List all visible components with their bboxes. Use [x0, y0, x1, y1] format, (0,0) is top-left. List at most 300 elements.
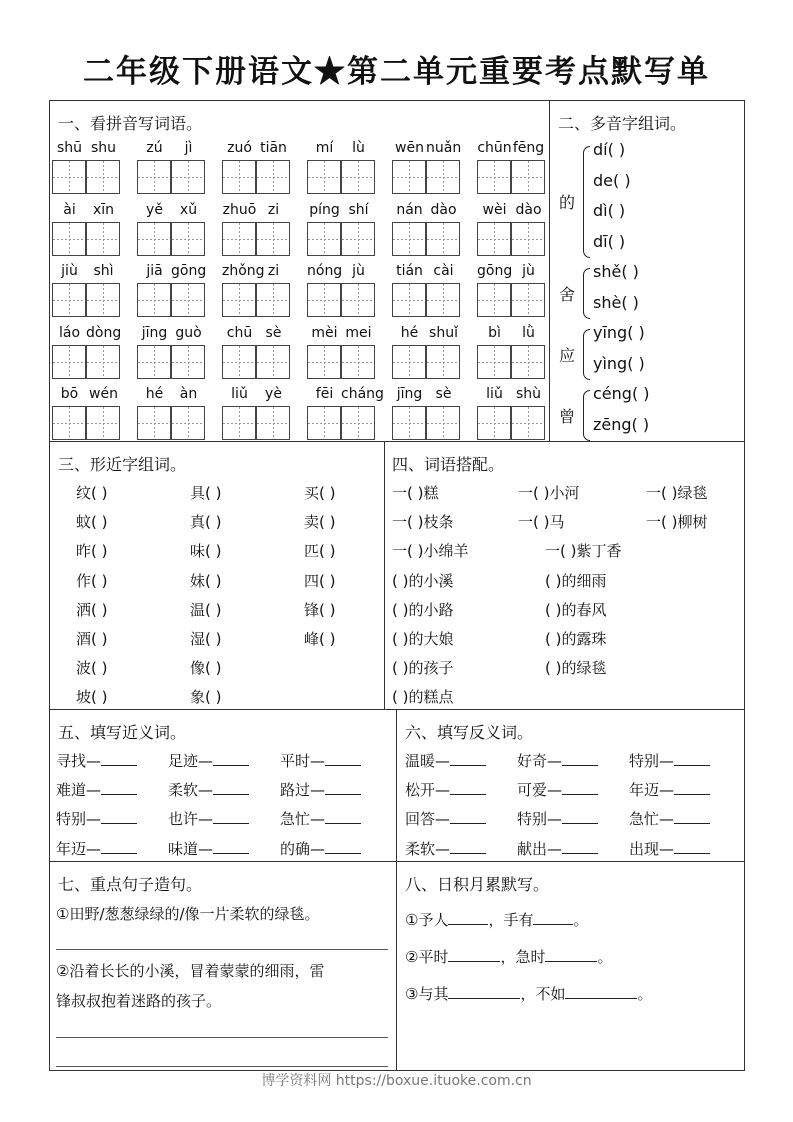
pinyin-word	[222, 386, 292, 448]
recite-line-2: ②平时 ，急时 。	[405, 948, 613, 966]
character-box[interactable]	[511, 283, 545, 317]
synonym-item	[168, 838, 249, 859]
synonym-item	[280, 750, 361, 771]
pinyin-row	[52, 263, 548, 325]
polyphone-char: 应	[559, 345, 576, 365]
word-label: 味道—	[168, 839, 214, 858]
pinyin-word	[222, 325, 292, 387]
synonym-item	[56, 750, 137, 771]
similar-char-item[interactable]: 像( )	[190, 659, 222, 678]
pinyin-syllable: nuǎn	[426, 140, 462, 156]
answer-blank[interactable]	[450, 839, 486, 854]
pinyin-row	[52, 140, 548, 202]
word-label: 难道—	[56, 781, 102, 800]
character-box[interactable]	[171, 160, 205, 194]
synonym-item	[280, 779, 361, 800]
pinyin-syllable: mei	[345, 324, 372, 341]
brace-icon	[583, 329, 590, 380]
footer-watermark: 博学资料网 https://boxue.ituoke.com.cn	[261, 1073, 532, 1089]
similar-char-item[interactable]: 锋( )	[304, 600, 336, 619]
character-box[interactable]	[307, 406, 341, 440]
character-box[interactable]	[392, 222, 426, 256]
similar-char-item[interactable]: 峰( )	[304, 630, 336, 648]
answer-blank[interactable]	[448, 910, 488, 925]
similar-char-item[interactable]: 纹( )	[76, 484, 108, 502]
answer-blank[interactable]	[450, 751, 486, 766]
divider	[384, 441, 385, 709]
character-box[interactable]	[137, 160, 171, 194]
brace-icon	[583, 268, 590, 319]
character-box[interactable]	[256, 160, 290, 194]
pinyin-syllable: tiān	[260, 140, 287, 156]
pinyin-syllable: jù	[522, 263, 535, 279]
answer-blank[interactable]	[448, 947, 500, 962]
word-label: 特别—	[629, 752, 675, 770]
answer-blank[interactable]	[533, 910, 573, 925]
pinyin-word	[52, 202, 122, 264]
writing-line[interactable]	[56, 949, 388, 950]
pinyin-word	[307, 386, 384, 448]
polyphone-item[interactable]: shě( )	[593, 262, 639, 281]
pinyin-syllable: shuǐ	[429, 324, 458, 341]
character-box[interactable]	[86, 283, 120, 317]
pinyin-word	[222, 202, 292, 264]
polyphone-item[interactable]: dí( )	[593, 140, 626, 159]
sentence-2a: ②沿着长长的小溪，冒着蒙蒙的细雨，雷	[56, 962, 325, 980]
writing-line[interactable]	[56, 1066, 388, 1067]
character-box[interactable]	[307, 222, 341, 256]
pinyin-syllable: zhuō	[222, 201, 257, 218]
similar-char-item[interactable]: 卖( )	[304, 513, 336, 532]
matching-item[interactable]: ( )的绿毯	[545, 659, 607, 678]
character-box[interactable]	[256, 283, 290, 317]
character-box[interactable]	[307, 283, 341, 317]
character-box[interactable]	[222, 160, 256, 194]
answer-blank[interactable]	[325, 839, 361, 854]
character-box[interactable]	[307, 345, 341, 379]
pinyin-syllable: shí	[348, 201, 369, 218]
character-box[interactable]	[392, 406, 426, 440]
similar-char-item[interactable]: 四( )	[304, 571, 336, 590]
character-box[interactable]	[171, 406, 205, 440]
pinyin-row	[52, 202, 548, 264]
similar-char-item[interactable]: 波( )	[76, 659, 108, 678]
polyphone-char: 舍	[559, 284, 576, 304]
similar-char-item[interactable]: 洒( )	[76, 600, 108, 619]
pinyin-syllable: yě	[146, 201, 163, 218]
pinyin-word	[222, 140, 292, 202]
pinyin-word	[477, 140, 547, 202]
pinyin-word	[392, 386, 462, 448]
matching-item[interactable]: 一( )枝条	[392, 513, 454, 532]
character-box[interactable]	[341, 345, 375, 379]
pinyin-syllable: àn	[179, 386, 198, 402]
answer-blank[interactable]	[450, 809, 486, 824]
pinyin-syllable: tián	[396, 263, 423, 279]
sentence-1: ①田野/葱葱绿绿的/像一片柔软的绿毯。	[56, 905, 320, 923]
pinyin-word	[137, 325, 207, 387]
answer-blank[interactable]	[562, 809, 598, 824]
pinyin-syllable: dào	[515, 201, 542, 218]
pinyin-word	[307, 325, 377, 387]
pinyin-syllable: zú	[146, 140, 163, 156]
pinyin-syllable: guò	[175, 324, 202, 341]
character-box[interactable]	[477, 345, 511, 379]
character-box[interactable]	[137, 283, 171, 317]
pinyin-syllable: liǔ	[231, 386, 248, 402]
character-box[interactable]	[86, 222, 120, 256]
pinyin-syllable: shū	[56, 140, 83, 156]
similar-char-item[interactable]: 温( )	[190, 600, 222, 619]
similar-char-item[interactable]: 妹( )	[190, 571, 222, 590]
word-label: 寻找—	[56, 752, 102, 770]
pinyin-syllable: jiā	[146, 263, 163, 279]
word-label: 温暖—	[405, 752, 451, 770]
word-label: 急忙—	[280, 810, 326, 829]
recite-line-3: ③与其 ，不如 。	[405, 985, 653, 1003]
character-box[interactable]	[341, 160, 375, 194]
character-box[interactable]	[52, 222, 86, 256]
polyphone-item[interactable]: yīng( )	[593, 323, 645, 342]
pinyin-word	[137, 263, 207, 325]
pinyin-syllable: mí	[315, 140, 334, 156]
pinyin-syllable: lǜ	[522, 324, 535, 341]
pinyin-syllable: chūn	[477, 140, 512, 156]
pinyin-word	[222, 263, 292, 325]
character-box[interactable]	[477, 222, 511, 256]
character-box[interactable]	[256, 406, 290, 440]
similar-char-item[interactable]: 作( )	[76, 571, 108, 590]
matching-item[interactable]: 一( )糕	[392, 484, 439, 502]
word-label: 献出—	[517, 839, 563, 858]
character-box[interactable]	[222, 222, 256, 256]
pinyin-syllable: láo	[58, 324, 81, 341]
character-box[interactable]	[426, 406, 460, 440]
divider	[49, 861, 745, 862]
pinyin-syllable: cài	[433, 263, 454, 279]
synonym-item	[280, 838, 361, 859]
pinyin-syllable: hé	[400, 324, 419, 341]
synonym-item	[56, 779, 137, 800]
synonym-item	[168, 779, 249, 800]
answer-blank[interactable]	[101, 751, 137, 766]
pinyin-word	[137, 140, 207, 202]
polyphone-item[interactable]: de( )	[593, 170, 631, 190]
brace-icon	[583, 146, 590, 258]
pinyin-syllable: píng	[309, 201, 340, 218]
section-title: 四、词语搭配。	[392, 455, 505, 474]
answer-blank[interactable]	[674, 780, 710, 795]
section-title: 七、重点句子造句。	[58, 875, 203, 894]
antonym-item	[629, 779, 710, 800]
antonym-item	[517, 750, 598, 771]
character-box[interactable]	[392, 345, 426, 379]
character-box[interactable]	[222, 283, 256, 317]
character-box[interactable]	[341, 222, 375, 256]
character-box[interactable]	[52, 406, 86, 440]
character-box[interactable]	[511, 222, 545, 256]
pinyin-syllable: bì	[488, 324, 501, 341]
character-box[interactable]	[511, 345, 545, 379]
character-box[interactable]	[171, 283, 205, 317]
pinyin-syllable: jīng	[141, 324, 168, 341]
pinyin-word	[52, 263, 122, 325]
divider	[396, 709, 397, 1071]
character-box[interactable]	[426, 345, 460, 379]
pinyin-word	[52, 386, 122, 448]
answer-blank[interactable]	[448, 984, 520, 999]
pinyin-syllable: shì	[93, 263, 114, 279]
pinyin-word	[137, 202, 207, 264]
character-box[interactable]	[222, 345, 256, 379]
pinyin-word	[392, 263, 462, 325]
character-box[interactable]	[307, 160, 341, 194]
pinyin-word	[477, 386, 547, 448]
pinyin-syllable: zi	[267, 201, 280, 218]
pinyin-syllable: chū	[226, 324, 253, 341]
character-box[interactable]	[171, 222, 205, 256]
pinyin-word	[137, 386, 207, 448]
character-box[interactable]	[426, 160, 460, 194]
word-label: 年迈—	[629, 781, 675, 800]
pinyin-syllable: shù	[515, 386, 542, 402]
pinyin-word	[307, 140, 377, 202]
word-label: 柔软—	[168, 781, 214, 800]
antonym-item	[405, 750, 486, 771]
synonym-item	[56, 808, 137, 829]
section-title: 三、形近字组词。	[58, 455, 187, 474]
character-box[interactable]	[256, 345, 290, 379]
answer-blank[interactable]	[562, 839, 598, 854]
matching-item[interactable]: ( )的细雨	[545, 571, 607, 590]
similar-char-item[interactable]: 蚊( )	[76, 513, 108, 532]
polyphone-char: 曾	[559, 406, 576, 426]
answer-blank[interactable]	[213, 780, 249, 795]
character-box[interactable]	[477, 406, 511, 440]
polyphone-item[interactable]: shè( )	[593, 292, 639, 312]
answer-blank[interactable]	[101, 839, 137, 854]
word-label: 也许—	[168, 810, 214, 829]
sentence-2b: 锋叔叔抱着迷路的孩子。	[56, 992, 222, 1010]
section-title: 六、填写反义词。	[405, 723, 534, 742]
pinyin-syllable: zhǒng	[222, 263, 265, 279]
page-title: 二年级下册语文★第二单元重要考点默写单	[83, 54, 710, 90]
answer-blank[interactable]	[450, 780, 486, 795]
pinyin-syllable: wèi	[482, 201, 507, 218]
answer-blank[interactable]	[562, 751, 598, 766]
antonym-item	[517, 779, 598, 800]
matching-item[interactable]: ( )的露珠	[545, 630, 607, 648]
pinyin-word	[307, 263, 377, 325]
character-box[interactable]	[86, 345, 120, 379]
matching-item[interactable]: 一( )紫丁香	[545, 542, 622, 561]
pinyin-word	[52, 140, 122, 202]
pinyin-syllable: nóng	[307, 263, 343, 279]
pinyin-syllable: gōng	[171, 263, 207, 279]
pinyin-syllable: liǔ	[486, 386, 503, 402]
section-title: 五、填写近义词。	[58, 723, 187, 742]
matching-item[interactable]: ( )的小溪	[392, 571, 454, 590]
antonym-item	[629, 808, 710, 829]
pinyin-syllable: wén	[89, 386, 118, 402]
word-label: 出现—	[629, 839, 675, 858]
pinyin-word	[52, 325, 122, 387]
answer-blank[interactable]	[562, 780, 598, 795]
character-box[interactable]	[426, 283, 460, 317]
character-box[interactable]	[171, 345, 205, 379]
pinyin-syllable: wēn	[395, 140, 424, 156]
character-box[interactable]	[256, 222, 290, 256]
pinyin-syllable: jiù	[61, 263, 78, 279]
antonym-item	[629, 750, 710, 771]
answer-blank[interactable]	[325, 809, 361, 824]
pinyin-syllable: nán	[396, 201, 423, 218]
synonym-item	[56, 838, 137, 859]
character-box[interactable]	[137, 345, 171, 379]
pinyin-word	[392, 325, 462, 387]
matching-item[interactable]: 一( )马	[518, 513, 565, 532]
answer-blank[interactable]	[213, 809, 249, 824]
answer-blank[interactable]	[213, 839, 249, 854]
matching-item[interactable]: ( )的糕点	[392, 688, 454, 707]
character-box[interactable]	[511, 160, 545, 194]
answer-blank[interactable]	[101, 780, 137, 795]
matching-item[interactable]: ( )的春风	[545, 600, 607, 619]
pinyin-row	[52, 325, 548, 387]
answer-blank[interactable]	[565, 984, 637, 999]
matching-item[interactable]: ( )的孩子	[392, 659, 454, 678]
word-label: 松开—	[405, 781, 451, 800]
similar-char-item[interactable]: 真( )	[190, 513, 222, 532]
polyphone-char: 的	[559, 193, 576, 212]
pinyin-syllable: xīn	[92, 201, 115, 218]
synonym-item	[168, 750, 249, 771]
matching-item[interactable]: ( )的大娘	[392, 630, 454, 648]
polyphone-item[interactable]: dī( )	[593, 231, 626, 251]
pinyin-syllable: hé	[145, 386, 164, 402]
answer-blank[interactable]	[325, 751, 361, 766]
character-box[interactable]	[52, 283, 86, 317]
character-box[interactable]	[477, 283, 511, 317]
antonym-item	[517, 808, 598, 829]
pinyin-syllable: zi	[267, 263, 280, 279]
pinyin-word	[477, 325, 547, 387]
polyphone-item[interactable]: zēng( )	[593, 414, 650, 434]
polyphone-item[interactable]: céng( )	[593, 384, 650, 403]
pinyin-syllable: sè	[435, 386, 452, 402]
divider	[49, 709, 745, 710]
word-label: 柔软—	[405, 839, 451, 858]
matching-item[interactable]: 一( )绿毯	[646, 484, 708, 502]
similar-char-item[interactable]: 匹( )	[304, 542, 336, 561]
pinyin-syllable: gōng	[477, 263, 513, 279]
answer-blank[interactable]	[325, 780, 361, 795]
antonym-item	[405, 779, 486, 800]
similar-char-item[interactable]: 坡( )	[76, 688, 108, 707]
word-label: 回答—	[405, 810, 451, 829]
similar-char-item[interactable]: 象( )	[190, 688, 222, 707]
brace-icon	[583, 390, 590, 441]
character-box[interactable]	[52, 160, 86, 194]
word-label: 可爱—	[517, 781, 563, 800]
character-box[interactable]	[222, 406, 256, 440]
pinyin-syllable: fēi	[315, 386, 334, 402]
similar-char-item[interactable]: 买( )	[304, 484, 336, 502]
polyphone-item[interactable]: dì( )	[593, 201, 626, 220]
character-box[interactable]	[86, 406, 120, 440]
answer-blank[interactable]	[101, 809, 137, 824]
word-label: 足迹—	[168, 752, 214, 770]
pinyin-syllable: ài	[63, 201, 76, 218]
answer-blank[interactable]	[213, 751, 249, 766]
character-box[interactable]	[137, 406, 171, 440]
antonym-item	[629, 838, 710, 859]
polyphone-item[interactable]: yìng( )	[593, 353, 645, 373]
similar-char-item[interactable]: 酒( )	[76, 630, 108, 648]
pinyin-syllable: jì	[184, 140, 193, 156]
character-box[interactable]	[477, 160, 511, 194]
character-box[interactable]	[86, 160, 120, 194]
section-title: 八、日积月累默写。	[405, 875, 550, 894]
answer-blank[interactable]	[674, 751, 710, 766]
character-box[interactable]	[426, 222, 460, 256]
pinyin-row	[52, 386, 548, 448]
writing-line[interactable]	[56, 1037, 388, 1038]
answer-blank[interactable]	[674, 809, 710, 824]
pinyin-syllable: dòng	[86, 324, 122, 341]
matching-item[interactable]: ( )的小路	[392, 600, 454, 619]
word-label: 路过—	[280, 781, 326, 800]
pinyin-word	[477, 202, 547, 264]
character-box[interactable]	[392, 283, 426, 317]
pinyin-word	[307, 202, 377, 264]
antonym-item	[405, 808, 486, 829]
pinyin-syllable: bō	[60, 386, 79, 402]
pinyin-syllable: lù	[352, 140, 365, 156]
matching-item[interactable]: 一( )小绵羊	[392, 542, 469, 561]
answer-blank[interactable]	[674, 839, 710, 854]
pinyin-syllable: mèi	[311, 324, 338, 341]
matching-item[interactable]: 一( )小河	[518, 484, 580, 502]
similar-char-item[interactable]: 湿( )	[190, 630, 222, 648]
section-title: 一、看拼音写词语。	[58, 114, 203, 133]
word-label: 特别—	[56, 810, 102, 829]
similar-char-item[interactable]: 味( )	[190, 542, 222, 561]
character-box[interactable]	[137, 222, 171, 256]
character-box[interactable]	[392, 160, 426, 194]
matching-item[interactable]: 一( )柳树	[646, 513, 708, 532]
pinyin-syllable: zuó	[227, 140, 252, 156]
similar-char-item[interactable]: 具( )	[190, 484, 222, 502]
similar-char-item[interactable]: 昨( )	[76, 542, 108, 561]
word-label: 平时—	[280, 752, 326, 770]
pinyin-syllable: jù	[352, 263, 365, 279]
character-box[interactable]	[52, 345, 86, 379]
pinyin-word	[477, 263, 547, 325]
character-box[interactable]	[511, 406, 545, 440]
synonym-item	[168, 808, 249, 829]
pinyin-syllable: cháng	[341, 386, 384, 402]
pinyin-word	[392, 140, 462, 202]
character-box[interactable]	[341, 406, 375, 440]
pinyin-syllable: fēng	[512, 140, 545, 156]
divider	[549, 100, 550, 441]
antonym-item	[517, 838, 598, 859]
answer-blank[interactable]	[545, 947, 597, 962]
character-box[interactable]	[341, 283, 375, 317]
pinyin-syllable: jīng	[396, 386, 423, 402]
antonym-item	[405, 838, 486, 859]
